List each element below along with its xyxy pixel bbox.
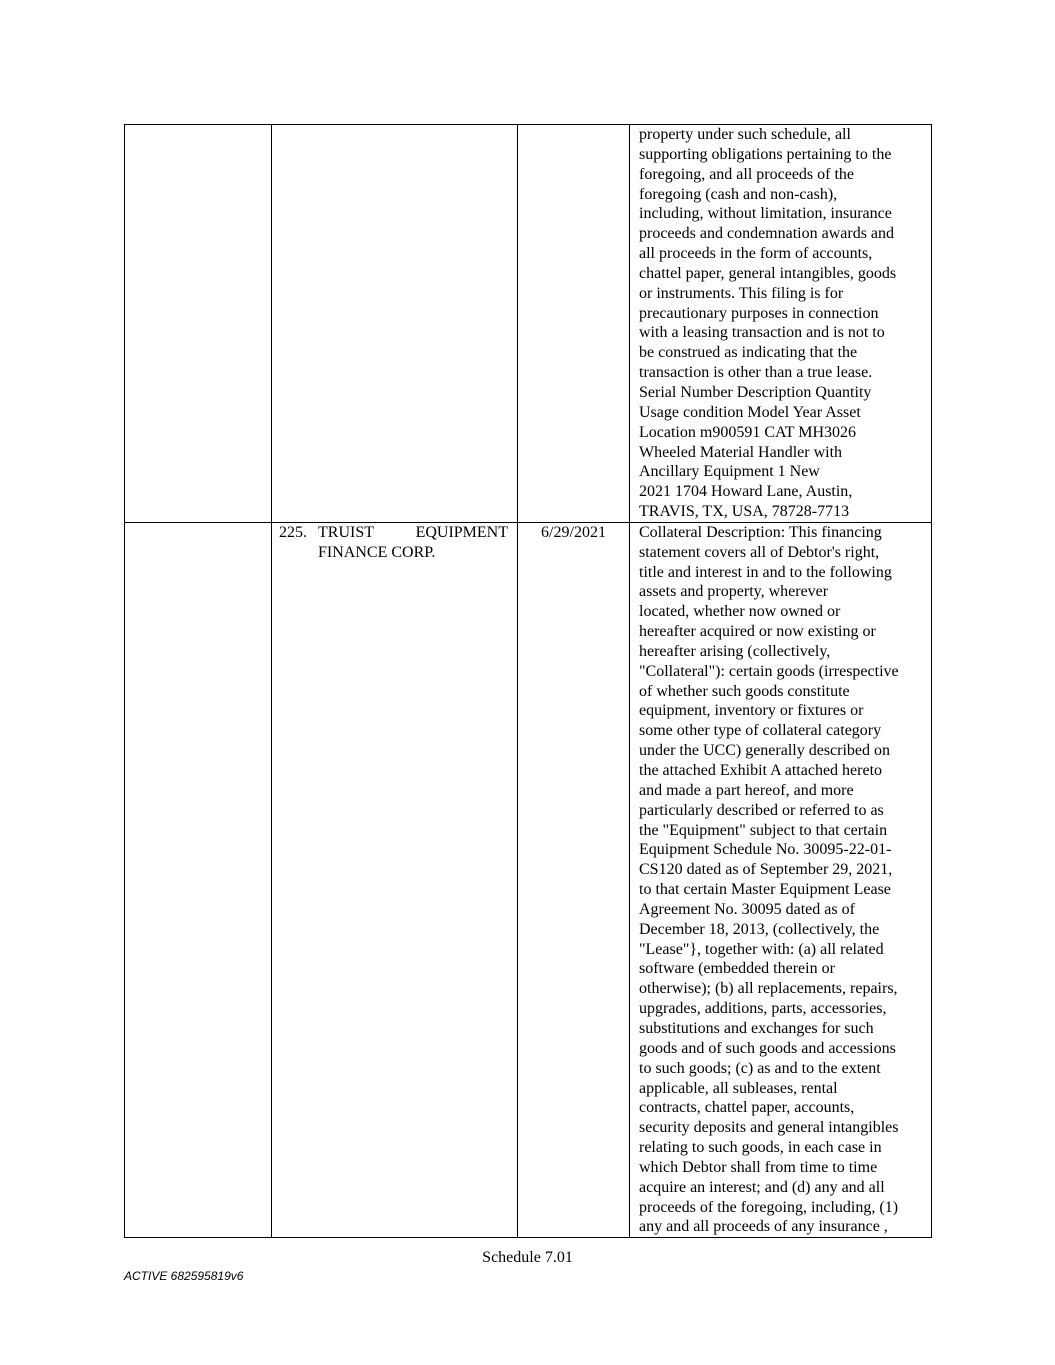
description-line: Location m900591 CAT MH3026 — [639, 423, 857, 441]
description-line: hereafter arising (collectively, — [639, 642, 831, 660]
description-line: Equipment Schedule No. 30095-22-01- — [639, 841, 892, 859]
description-line: upgrades, additions, parts, accessories, — [639, 1000, 887, 1018]
description-line: equipment, inventory or fixtures or — [639, 702, 864, 720]
filing-date: 6/29/2021 — [541, 523, 606, 541]
description-line: TRAVIS, TX, USA, 78728-7713 — [639, 503, 850, 521]
description-line: statement covers all of Debtor's right, — [639, 543, 880, 561]
description-line: to such goods; (c) as and to the extent — [639, 1059, 881, 1077]
description-line: Ancillary Equipment 1 New — [639, 463, 820, 481]
description-text — [630, 523, 931, 1237]
entry-number: 225. — [279, 523, 307, 541]
description-line: hereafter acquired or now existing or — [639, 623, 876, 641]
creditor-cell — [272, 125, 518, 523]
description-line: 2021 1704 Howard Lane, Austin, — [639, 483, 853, 501]
description-text — [630, 125, 931, 522]
description-line: any and all proceeds of any insurance , — [639, 1218, 888, 1236]
description-line: goods and of such goods and accessions — [639, 1039, 896, 1057]
description-line: December 18, 2013, (collectively, the — [639, 920, 880, 938]
description-line: or instruments. This filing is for — [639, 284, 844, 302]
creditor-name-part: EQUIPMENT — [415, 523, 508, 541]
schedule-table — [124, 124, 932, 1238]
description-line: proceeds and condemnation awards and — [639, 225, 895, 243]
table-row — [125, 125, 932, 523]
description-line: precautionary purposes in connection — [639, 304, 879, 322]
description-line: foregoing, and all proceeds of the — [639, 165, 855, 183]
description-line: of whether such goods constitute — [639, 682, 850, 700]
description-line: proceeds of the foregoing, including, (1) — [639, 1198, 899, 1216]
description-line: under the UCC) generally described on — [639, 742, 891, 760]
description-line: located, whether now owned or — [639, 603, 841, 621]
description-line: "Lease"}, together with: (a) all related — [639, 940, 884, 958]
date-cell — [518, 125, 630, 523]
description-line: title and interest in and to the following — [639, 563, 892, 581]
description-line: Agreement No. 30095 dated as of — [639, 900, 855, 918]
description-line: transaction is other than a true lease. — [639, 364, 873, 382]
creditor-cell — [272, 522, 518, 1237]
description-line: Collateral Description: This financing — [639, 523, 882, 541]
description-line: the "Equipment" subject to that certain — [639, 821, 888, 839]
debtor-cell — [125, 125, 272, 523]
description-line: and made a part hereof, and more — [639, 781, 854, 799]
description-line: supporting obligations pertaining to the — [639, 145, 892, 163]
description-line: which Debtor shall from time to time — [639, 1158, 878, 1176]
description-line: with a leasing transaction and is not to — [639, 324, 885, 342]
description-line: otherwise); (b) all replacements, repairs, — [639, 980, 898, 998]
debtor-cell — [125, 522, 272, 1237]
description-cell — [630, 125, 932, 523]
creditor-name-part: FINANCE CORP. — [318, 543, 436, 561]
creditor-name — [318, 523, 508, 563]
description-line: applicable, all subleases, rental — [639, 1079, 838, 1097]
description-line: contracts, chattel paper, accounts, — [639, 1099, 855, 1117]
page-label: Schedule 7.01 — [482, 1249, 573, 1266]
creditor-name-part: TRUIST — [318, 523, 374, 541]
description-line: chattel paper, general intangibles, goods — [639, 264, 897, 282]
description-line: Serial Number Description Quantity — [639, 383, 872, 401]
description-line: be construed as indicating that the — [639, 344, 858, 362]
description-line: acquire an interest; and (d) any and all — [639, 1178, 885, 1196]
description-line: assets and property, wherever — [639, 583, 829, 601]
description-line: security deposits and general intangibles — [639, 1119, 899, 1137]
description-line: all proceeds in the form of accounts, — [639, 245, 873, 263]
description-line: some other type of collateral category — [639, 722, 882, 740]
description-line: the attached Exhibit A attached hereto — [639, 762, 883, 779]
description-line: relating to such goods, in each case in — [639, 1139, 882, 1157]
description-line: including, without limitation, insurance — [639, 205, 892, 223]
description-line: Wheeled Material Handler with — [639, 443, 843, 461]
description-cell — [630, 522, 932, 1237]
document-id: ACTIVE 682595819v6 — [124, 1269, 244, 1283]
description-line: property under such schedule, all — [639, 126, 851, 143]
description-line: foregoing (cash and non-cash), — [639, 185, 838, 203]
description-line: "Collateral"): certain goods (irrespective — [639, 662, 899, 680]
description-line: substitutions and exchanges for such — [639, 1019, 874, 1037]
description-line: to that certain Master Equipment Lease — [639, 881, 891, 899]
description-line: CS120 dated as of September 29, 2021, — [639, 861, 893, 879]
date-cell — [518, 522, 630, 1237]
table-row — [125, 522, 932, 1237]
description-line: Usage condition Model Year Asset — [639, 403, 861, 421]
description-line: software (embedded therein or — [639, 960, 835, 978]
description-line: particularly described or referred to as — [639, 801, 884, 819]
